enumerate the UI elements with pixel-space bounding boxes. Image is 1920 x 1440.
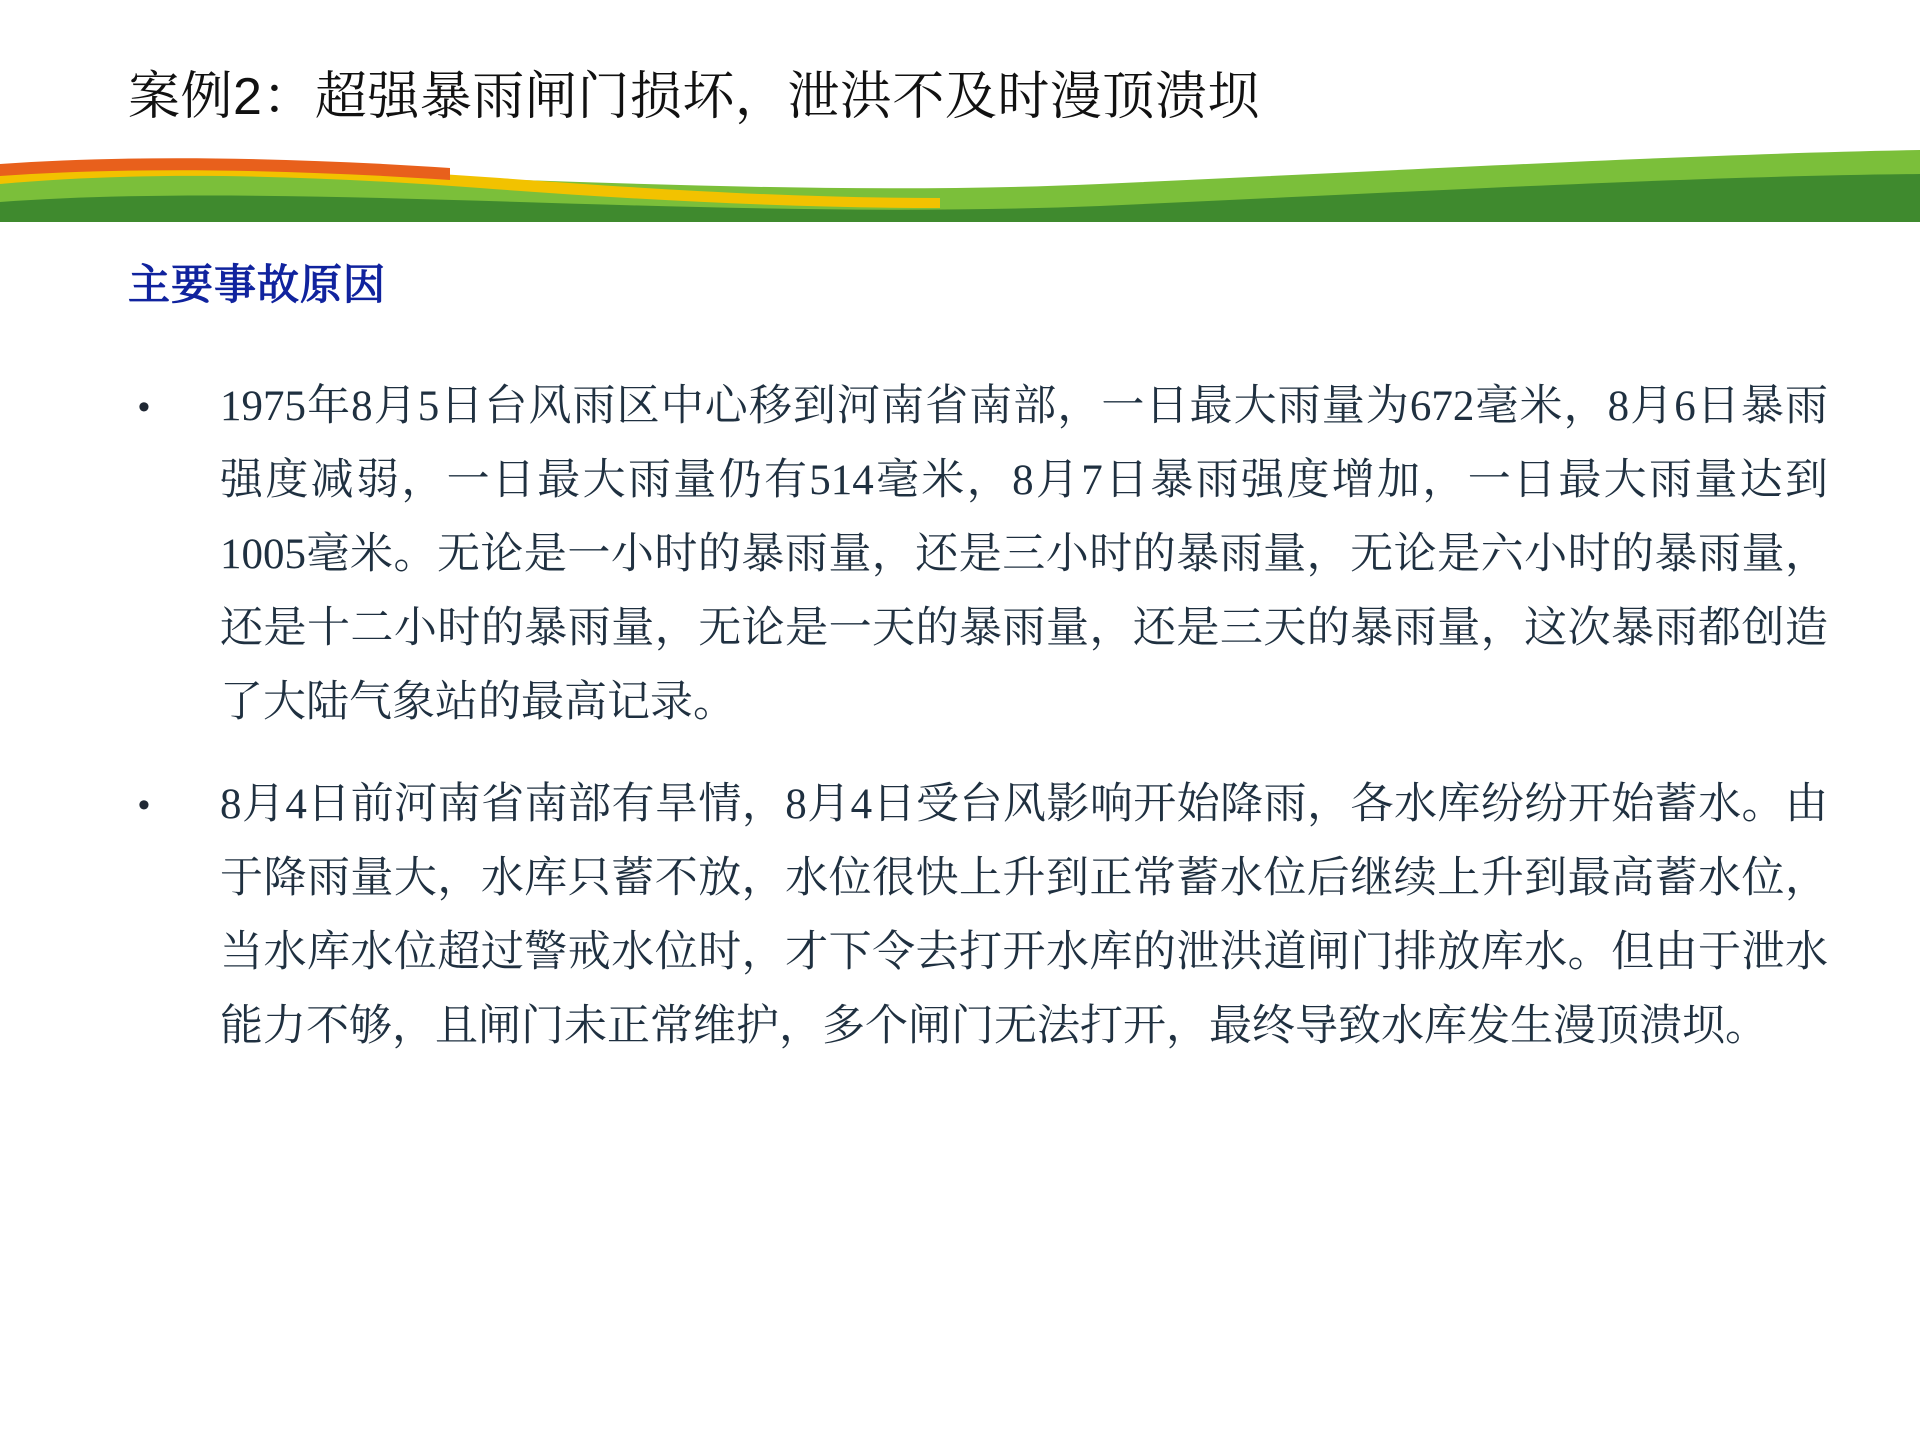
bullet-marker-icon: • [138,786,150,824]
slide-title-area [0,0,1920,170]
bullet-marker-icon: • [138,388,150,426]
bullet-list [128,370,1828,1092]
page-title: 案例2：超强暴雨闸门损坏，泄洪不及时漫顶溃坝 [128,68,1260,126]
list-item [128,370,1828,740]
bullet-text: 8月4日前河南省南部有旱情，8月4日受台风影响开始降雨，各水库纷纷开始蓄水。由于降雨量大，水库只蓄不放，水位很快上升到正常蓄水位后继续上升到最高蓄水位，当水库水位超过警戒水位时，才下令去打开水库的泄洪道闸门排放库水。但由于泄水能力不够，且闸门未正常维护，多个闸门无法打开，最终导致水库发生漫顶溃坝。 [220,781,1828,1050]
list-item [128,768,1828,1064]
section-heading: 主要事故原因 [128,261,387,308]
bullet-text: 1975年8月5日台风雨区中心移到河南省南部，一日最大雨量为672毫米，8月6日暴雨强度减弱，一日最大雨量仍有514毫米，8月7日暴雨强度增加，一日最大雨量达到1005毫米。无论是一小时的暴雨量，还是三小时的暴雨量，无论是六小时的暴雨量，还是十二小时的暴雨量，无论是一天的暴雨量，还是三天的暴雨量，这次暴雨都创造了大陆气象站的最高记录。 [220,383,1828,726]
